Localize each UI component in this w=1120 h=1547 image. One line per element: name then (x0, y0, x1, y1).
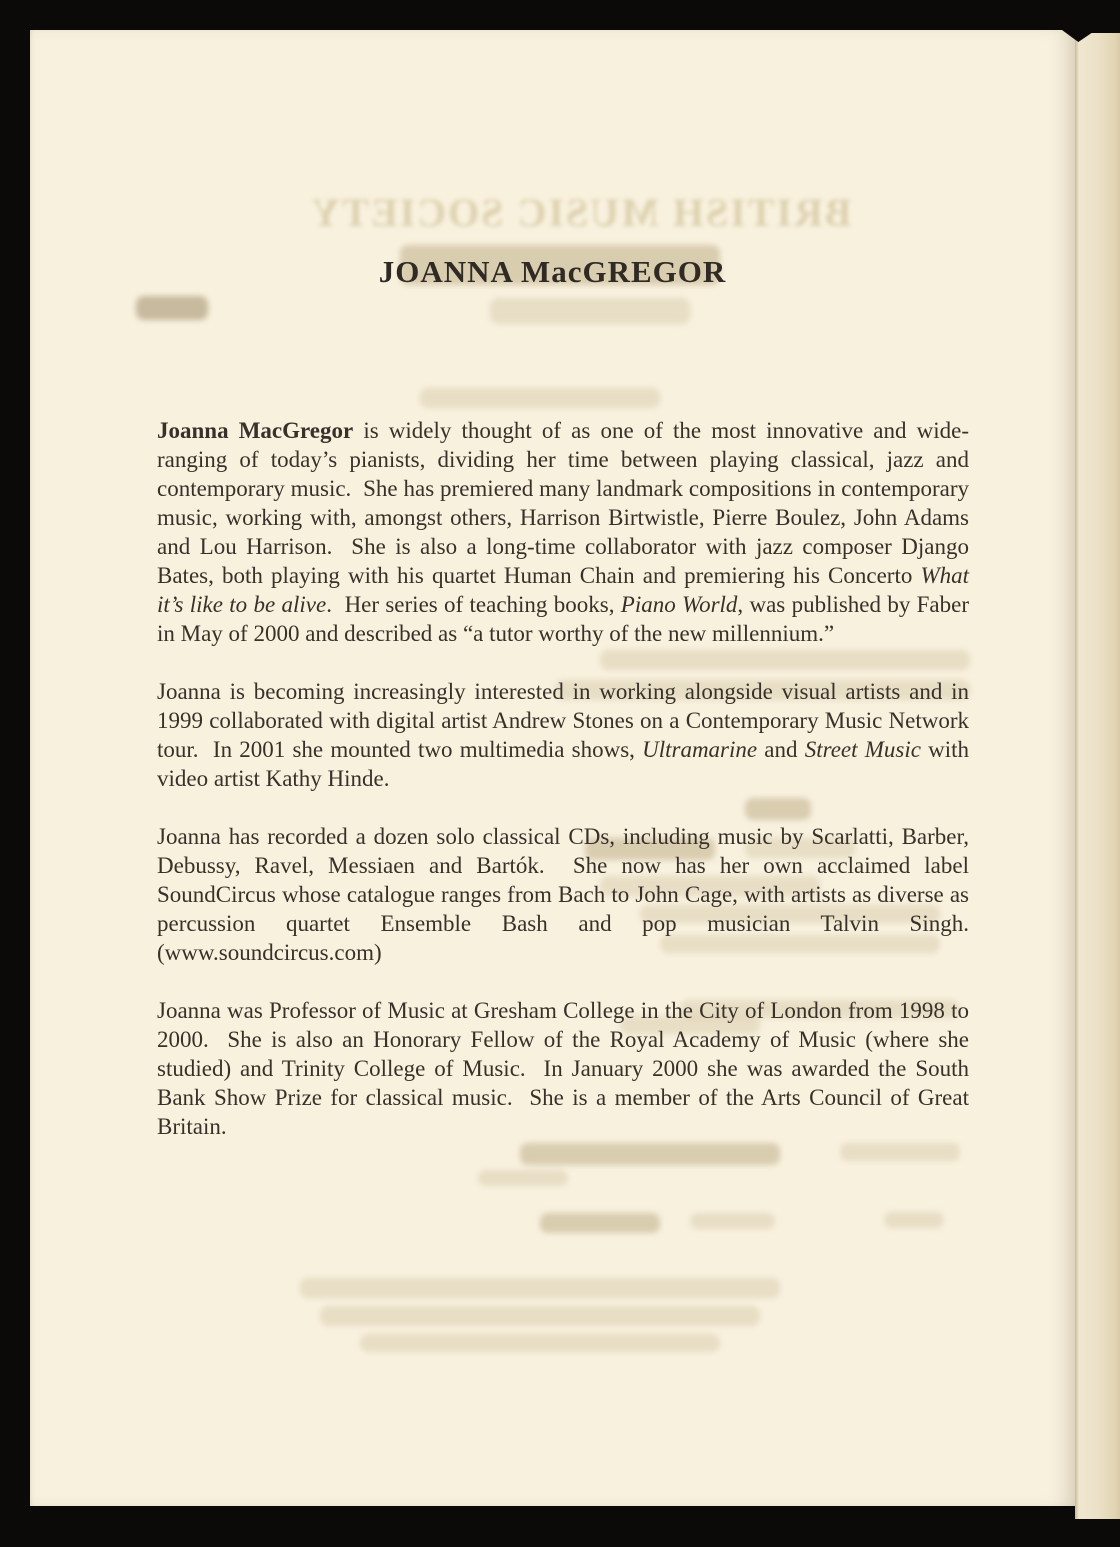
bleedthrough-smudge (136, 296, 208, 320)
biography-text (157, 416, 969, 1170)
bleedthrough-smudge (540, 1213, 660, 1233)
bleedthrough-smudge (320, 1306, 760, 1326)
text-run: Joanna was Professor of Music at Gresham College in the City of London from 1998 to 2000. She is also an Honorary Fellow of the Royal Academy of Music (where she studied) and Trinity College of Music. In January 2000 she was awarded the South Bank Show Prize for classical music. She is a member of the Arts Council of Great Britain. (157, 998, 969, 1139)
text-run: What it’s like to be alive (157, 563, 969, 617)
paragraph (157, 677, 969, 793)
bleedthrough-title-text: BRITISH MUSIC SOCIETY (309, 190, 852, 235)
text-run: with video artist Kathy Hinde. (157, 737, 970, 791)
text-run: Joanna MacGregor (157, 418, 354, 443)
text-run: is widely thought of as one of the most innovative and wide-ranging of today’s pianists, dividing her time between playing classical, jazz and contemporary music. She has premiered many landmark compositions in contemporary music, working with, amongst others, Harrison Birtwistle, Pierre Boulez, John Adams and Lou Harrison. She is also a long-time collaborator with jazz composer Django Bates, both playing with his quartet Human Chain and premiering his Concerto (157, 418, 969, 588)
bleedthrough-smudge (690, 1213, 775, 1229)
book-page (30, 30, 1075, 1506)
text-run: Street Music (804, 737, 921, 762)
paragraph (157, 996, 969, 1141)
text-run: Ultramarine (642, 737, 758, 762)
text-run: Joanna is becoming increasingly interested in working alongside visual artists and in 1999 collaborated with digital artist Andrew Stones on a Contemporary Music Network tour. In 2001 she mounted two multimedia shows, (157, 679, 969, 762)
page-title: JOANNA MacGREGOR (378, 254, 727, 289)
text-run: , was published by Faber in May of 2000 and described as “a tutor worthy of the new millennium.” (157, 592, 970, 646)
book-fore-edge (1075, 33, 1120, 1519)
bleedthrough-smudge (420, 388, 660, 408)
text-run: . Her series of teaching books, (326, 592, 621, 617)
bleedthrough-smudge (300, 1278, 780, 1298)
text-run: and (757, 737, 805, 762)
text-run: Joanna has recorded a dozen solo classical CDs, including music by Scarlatti, Barber, Debussy, Ravel, Messiaen and Bartók. She now has her own acclaimed label SoundCircus whose catalogue ranges from Bach to John Cage, with artists as diverse as percussion quartet Ensemble Bash and pop musician Talvin Singh. (www.soundcircus.com) (157, 824, 969, 965)
bleedthrough-smudge (490, 298, 690, 324)
bleedthrough-smudge (884, 1212, 944, 1228)
text-run: Piano World (620, 592, 738, 617)
paragraph (157, 822, 969, 967)
bleedthrough-smudge (360, 1334, 720, 1352)
bleedthrough-smudge (478, 1170, 568, 1186)
paragraph (157, 416, 969, 648)
